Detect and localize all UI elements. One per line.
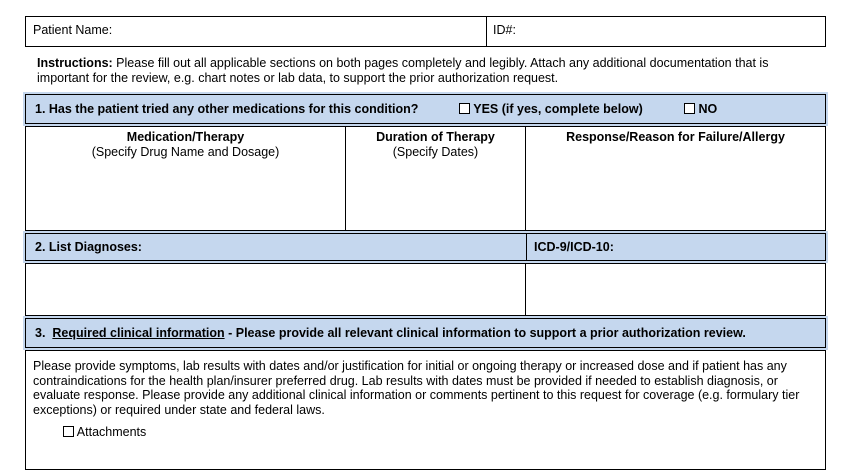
patient-name-label: Patient Name: (33, 23, 113, 37)
section2-header (25, 233, 826, 261)
section3-title-rest: - Please provide all relevant clinical information to support a prior authorization review. (224, 326, 746, 340)
id-label: ID#: (493, 23, 516, 37)
medication-column-title: Medication/Therapy (126, 130, 245, 144)
section3-title-underlined: Required clinical information (52, 326, 225, 340)
clinical-info-field[interactable] (25, 350, 826, 470)
response-column-title: Response/Reason for Failure/Allergy (566, 130, 785, 144)
response-column[interactable] (525, 126, 826, 231)
attachments-option (63, 425, 146, 440)
duration-column[interactable] (345, 126, 526, 231)
instructions-lead: Instructions: (37, 56, 113, 70)
section1-header (25, 94, 826, 124)
medication-column[interactable] (25, 126, 346, 231)
yes-option (459, 102, 643, 116)
section3-number: 3. (35, 326, 53, 340)
attachments-label: Attachments (76, 425, 147, 439)
section3-header (25, 318, 826, 348)
icd-label: ICD-9/ICD-10: (534, 240, 614, 254)
duration-column-subtitle: (Specify Dates) (392, 145, 479, 159)
medication-column-subtitle: (Specify Drug Name and Dosage) (91, 145, 280, 159)
attachments-checkbox[interactable] (63, 426, 74, 437)
yes-label: YES (if yes, complete below) (473, 102, 643, 116)
id-field[interactable] (486, 16, 826, 47)
no-label: NO (698, 102, 718, 116)
no-option (684, 102, 717, 116)
yes-checkbox[interactable] (459, 103, 470, 114)
clinical-info-text: Please provide symptoms, lab results with dates and/or justification for initial or ongoing therapy or increased dose and if patient has any contraindications for the health plan/insurer preferred drug. Lab results with dates must be provided if needed to establish diagnosis, or evaluate response. Please provide any additional clinical information or comments pertinent to this request for coverage (e.g. formulary tier exceptions) or required under state and federal laws. (33, 359, 800, 417)
icd-field[interactable] (525, 263, 826, 316)
duration-column-title: Duration of Therapy (376, 130, 495, 144)
section2-divider (526, 234, 527, 260)
instructions (37, 56, 797, 85)
section1-question: 1. Has the patient tried any other medications for this condition? (35, 102, 419, 116)
no-checkbox[interactable] (684, 103, 695, 114)
instructions-text: Please fill out all applicable sections on both pages completely and legibly. Attach any additional documentation that is important for the review, e.g. chart notes or lab data, to support the prior authorization request. (37, 56, 769, 85)
patient-name-field[interactable] (25, 16, 487, 47)
diagnoses-title: 2. List Diagnoses: (35, 240, 142, 254)
diagnoses-field[interactable] (25, 263, 526, 316)
